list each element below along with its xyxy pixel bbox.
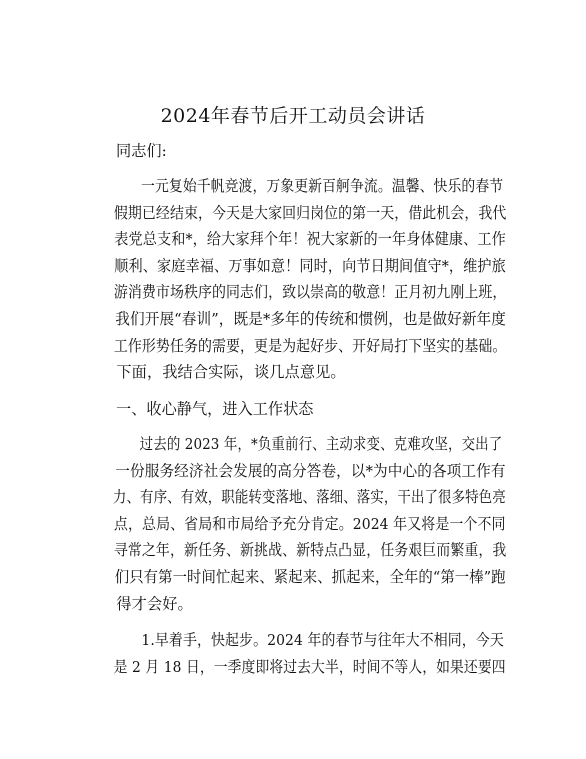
salutation: 同志们: bbox=[116, 142, 167, 160]
paragraph-line: 游消费市场秩序的同志们，致以崇高的敬意！正月初九刚上班， bbox=[113, 283, 507, 302]
paragraph-line: 力、有序、有效，职能转变落地、落细、落实，干出了很多特色亮 bbox=[112, 488, 506, 507]
document-title: 2024年春节后开工动员会讲话 bbox=[160, 105, 426, 127]
paragraph-line: 1.早着手，快起步。2024 年的春节与往年大不相同，今天 bbox=[141, 631, 504, 649]
paragraph-line: 工作形势任务的需要，更是为起好步、开好局打下坚实的基础。 bbox=[113, 336, 507, 355]
paragraph-line: 顺利、家庭幸福、万事如意！同时，向节日期间值守*，维护旅 bbox=[114, 256, 506, 275]
paragraph-line: 们只有第一时间忙起来、紧起来、抓起来，全年的“第一棒”跑 bbox=[114, 567, 506, 586]
paragraph-line: 点，总局、省局和市局给予充分肯定。2024 年又将是一个不同 bbox=[113, 514, 506, 533]
paragraph-line: 过去的 2023 年，*负重前行、主动求变、克难攻坚，交出了 bbox=[139, 435, 503, 453]
section-heading: 一、收心静气，进入工作状态 bbox=[116, 400, 314, 418]
paragraph-line: 得才会好。 bbox=[116, 594, 193, 613]
point-paragraph bbox=[86, 627, 506, 680]
paragraph-line: 是 2 月 18 日，一季度即将过去大半，时间不等人，如果还要四 bbox=[113, 657, 506, 676]
paragraph-line: 我们开展“春训”，既是*多年的传统和惯例，也是做好新年度 bbox=[115, 309, 507, 328]
paragraph-line: 表党总支和*，给大家拜个年！祝大家新的一年身体健康、工作 bbox=[114, 230, 506, 249]
paragraph-line: 假期已经结束，今天是大家回归岗位的第一天，借此机会，我代 bbox=[113, 203, 507, 222]
intro-paragraph bbox=[86, 173, 506, 386]
paragraph-line: 寻常之年，新任务、新挑战、新特点凸显，任务艰巨而繁重，我 bbox=[113, 541, 507, 560]
paragraph-line: 下面，我结合实际，谈几点意见。 bbox=[116, 363, 346, 382]
section-paragraph bbox=[86, 431, 506, 617]
paragraph-line: 一元复始千帆竞渡，万象更新百舸争流。温馨、快乐的春节 bbox=[141, 177, 504, 195]
paragraph-line: 一份服务经济社会发展的高分答卷，以*为中心的各项工作有 bbox=[115, 461, 506, 480]
